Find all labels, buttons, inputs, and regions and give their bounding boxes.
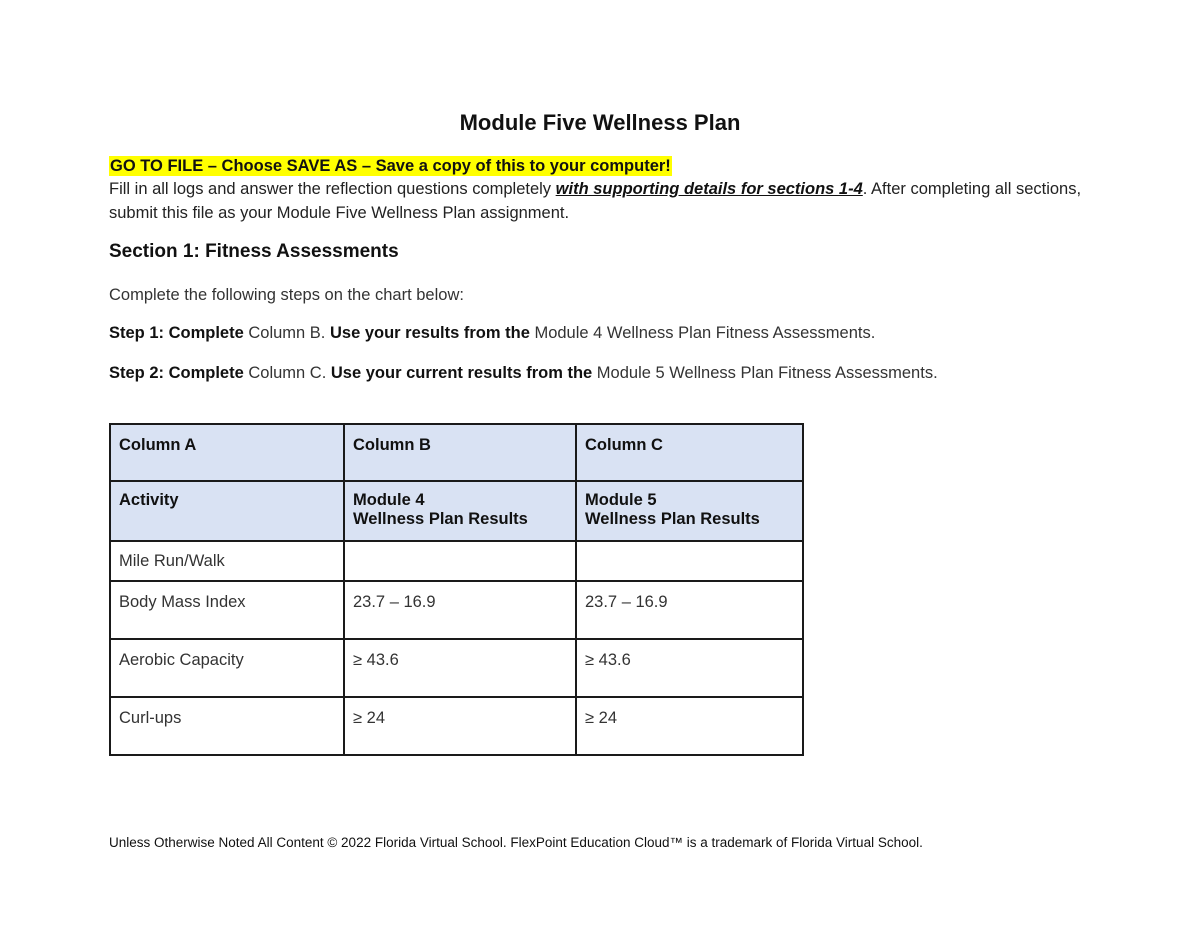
column-a-header: Column A	[110, 424, 344, 481]
save-instruction-highlight: GO TO FILE – Choose SAVE AS – Save a copy of this to your computer!	[110, 157, 671, 175]
intro-text-after: . After completing all sections, submit this file as your Module Five Wellness Plan assignment.	[109, 180, 1082, 222]
step-1-label: Step 1: Complete	[109, 324, 244, 342]
instruction-text: Complete the following steps on the chart below:	[109, 286, 464, 304]
section-heading: Section 1: Fitness Assessments	[109, 241, 399, 262]
module5-result-cell[interactable]: ≥ 43.6	[576, 639, 803, 697]
table-row	[110, 639, 803, 697]
module5-header	[576, 481, 803, 541]
fitness-assessment-table	[109, 423, 804, 756]
table-column-header-row	[110, 424, 803, 481]
activity-cell: Mile Run/Walk	[110, 541, 344, 581]
step-1-bold: Use your results from the	[329, 324, 530, 342]
step-1	[109, 324, 875, 343]
module4-header-line1: Module 4	[353, 491, 425, 509]
activity-cell: Aerobic Capacity	[110, 639, 344, 697]
activity-cell: Body Mass Index	[110, 581, 344, 639]
table-row	[110, 697, 803, 755]
activity-header	[110, 481, 344, 541]
intro-text-before: Fill in all logs and answer the reflection questions completely	[109, 180, 556, 198]
step-2-bold: Use your current results from the	[330, 364, 593, 382]
copyright-footer: Unless Otherwise Noted All Content © 2022 Florida Virtual School. FlexPoint Education Cloud™ is a trademark of Florida Virtual School.	[109, 835, 923, 850]
column-c-header: Column C	[576, 424, 803, 481]
intro-emphasis: with supporting details for sections 1-4	[555, 180, 863, 198]
column-b-header: Column B	[344, 424, 576, 481]
module4-header	[344, 481, 576, 541]
module4-result-cell[interactable]: ≥ 43.6	[344, 639, 576, 697]
module5-result-cell[interactable]: ≥ 24	[576, 697, 803, 755]
module5-result-cell[interactable]: 23.7 – 16.9	[576, 581, 803, 639]
table-row	[110, 581, 803, 639]
module4-result-cell[interactable]: 23.7 – 16.9	[344, 581, 576, 639]
step-2-rest: Module 5 Wellness Plan Fitness Assessments.	[592, 364, 938, 382]
step-1-column: Column B.	[243, 324, 330, 342]
module5-header-line2: Wellness Plan Results	[585, 510, 760, 528]
module5-result-cell[interactable]	[576, 541, 803, 581]
step-1-rest: Module 4 Wellness Plan Fitness Assessments.	[529, 324, 876, 342]
module4-result-cell[interactable]: ≥ 24	[344, 697, 576, 755]
module5-header-line1: Module 5	[585, 491, 657, 509]
activity-header-label: Activity	[119, 491, 179, 509]
table-subheader-row	[110, 481, 803, 541]
module4-result-cell[interactable]	[344, 541, 576, 581]
table-row	[110, 541, 803, 581]
step-2-label: Step 2: Complete	[109, 364, 244, 382]
intro-paragraph	[109, 177, 1099, 225]
step-2	[109, 364, 938, 383]
page-title: Module Five Wellness Plan	[459, 110, 741, 135]
activity-cell: Curl-ups	[110, 697, 344, 755]
step-2-column: Column C.	[243, 364, 331, 382]
module4-header-line2: Wellness Plan Results	[353, 510, 528, 528]
